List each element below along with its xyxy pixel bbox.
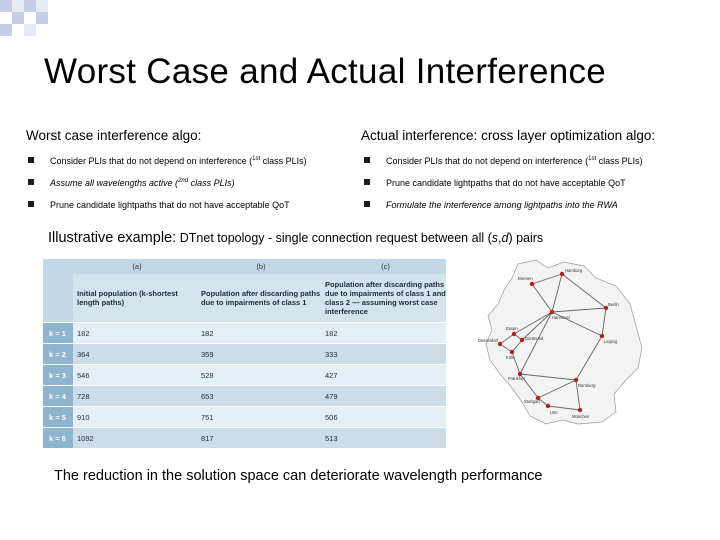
map-label: Bremen [518,276,533,281]
map-label: Essen [506,326,518,331]
list-item: Assume all wavelengths active ($^{2nd}$ class PLIs) [28,177,307,199]
column-header: Population after discarding paths due to impairments of class 1 and class 2 — assuming worst case interference [325,280,446,316]
map-label: Köln [506,355,515,360]
map-label: Dortmund [525,336,544,341]
population-table [43,259,446,448]
table-cell: 427 [321,365,446,386]
table-cell: 653 [197,386,321,407]
table-cell: 1092 [73,428,197,449]
table-cell: 728 [73,386,197,407]
bullet-square-icon [364,179,370,185]
table-cell: 359 [197,344,321,365]
list-item: Prune candidate lightpaths that do not have acceptable QoT [364,177,643,199]
table-cell: 513 [321,428,446,449]
k-cell: k = 2 [43,344,73,365]
list-item: Consider PLIs that do not depend on interference ($^{1st}$ class PLIs) [364,155,643,177]
table-row [43,407,446,428]
list-item: Prune candidate lightpaths that do not have acceptable QoT [28,199,307,221]
map-label: Ulm [550,410,558,415]
k-cell: k = 4 [43,386,73,407]
table-cell: 751 [197,407,321,428]
bullet-square-icon [364,157,370,163]
table-corner [43,259,73,274]
k-cell: k = 3 [43,365,73,386]
left-bullet-list [28,155,307,221]
column-letter: (c) [321,259,446,274]
column-header: Initial population (k-shortest length paths) [77,289,178,307]
corner-decoration [0,0,60,48]
table-cell: 546 [73,365,197,386]
table-row [43,428,446,449]
map-label: Nürnberg [578,383,596,388]
right-bullet-list [364,155,643,221]
map-label: Stuttgart [524,399,540,404]
map-label: Hannover [552,315,571,320]
map-label: Berlin [608,302,619,307]
table-cell: 910 [73,407,197,428]
bullet-square-icon [28,201,34,207]
illustrative-example: Illustrative example: DTnet topology - single connection request between all (s,d) pairs [48,230,544,246]
column-letter: (a) [73,259,197,274]
bullet-square-icon [28,179,34,185]
map-label: Leipzig [604,339,618,344]
table-cell: 182 [73,323,197,344]
table-cell: 479 [321,386,446,407]
table-cell: 817 [197,428,321,449]
bullet-square-icon [28,157,34,163]
table-row [43,386,446,407]
k-cell: k = 6 [43,428,73,449]
k-cell: k = 5 [43,407,73,428]
list-item: Consider PLIs that do not depend on interference ($^{1st}$ class PLIs) [28,155,307,177]
footer-note: The reduction in the solution space can deteriorate wavelength performance [54,468,543,484]
left-heading: Worst case interference algo: [26,128,202,143]
table-cell: 182 [321,323,446,344]
right-heading: Actual interference: cross layer optimization algo: [361,128,656,143]
illustrative-label: Illustrative example: [48,230,177,246]
table-cell: 182 [197,323,321,344]
table-cell: 506 [321,407,446,428]
table-row [43,344,446,365]
map-label: Hamburg [565,268,583,273]
list-item: Formulate the interference among lightpaths into the RWA [364,199,643,221]
bullet-square-icon [364,201,370,207]
table-cell: 333 [321,344,446,365]
map-label: München [572,414,590,419]
k-cell: k = 1 [43,323,73,344]
map-label: Frankfurt [508,376,525,381]
germany-outline [486,260,642,424]
table-cell: 364 [73,344,197,365]
table-row [43,365,446,386]
table-cell: 528 [197,365,321,386]
dtnet-topology-map [466,256,666,428]
slide-title: Worst Case and Actual Interference [44,52,607,91]
column-header: Population after discarding paths due to impairments of class 1 [201,289,321,307]
column-letter: (b) [197,259,321,274]
map-label: Düsseldorf [478,338,499,343]
table-row [43,323,446,344]
